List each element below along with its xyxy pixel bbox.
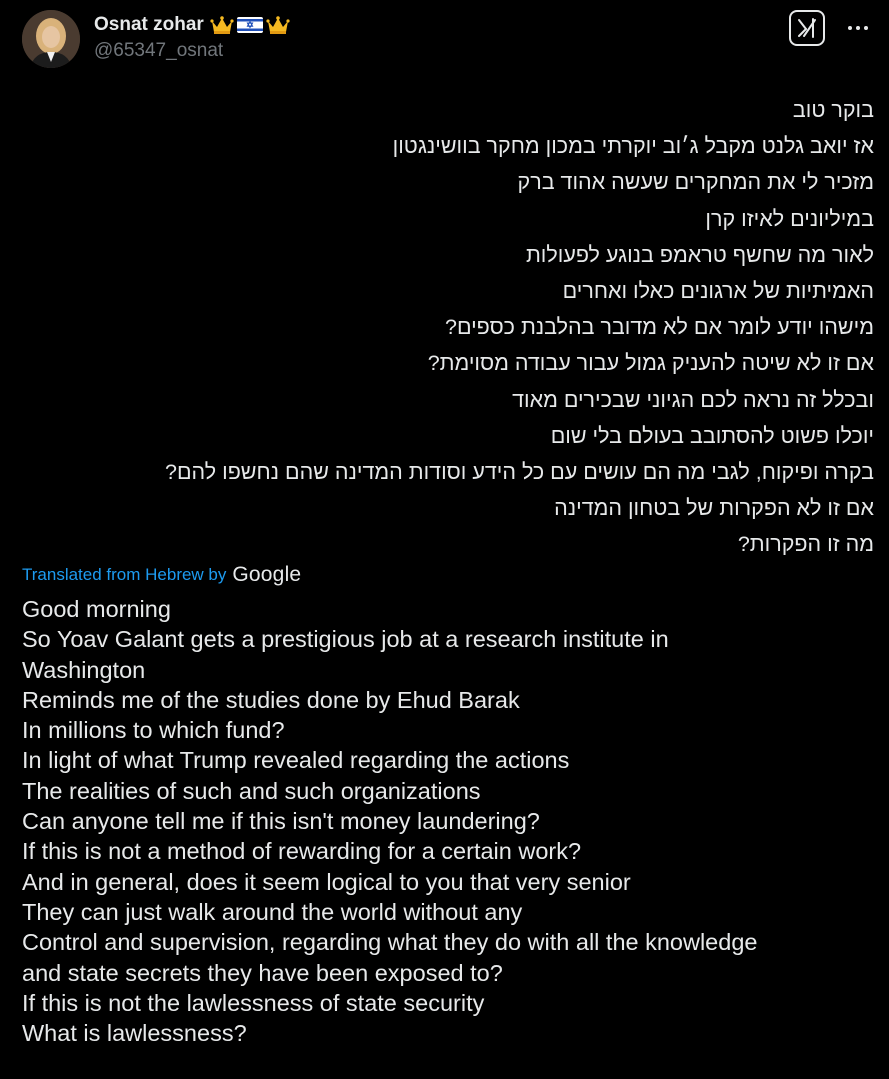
more-options-button[interactable]	[844, 14, 872, 42]
original-text-line: ובכלל זה נראה לכם הגיוני שבכירים מאוד	[512, 387, 874, 412]
grok-button[interactable]	[789, 10, 825, 46]
original-text-line: יוכלו פשוט להסתובב בעולם בלי שום	[550, 423, 874, 448]
translated-text-line: In millions to which fund?	[22, 717, 285, 744]
translated-text-line: They can just walk around the world without any	[22, 898, 523, 925]
display-name[interactable]: Osnat zohar	[94, 14, 204, 35]
original-text-line: האמיתיות של ארגונים כאלו ואחרים	[562, 279, 874, 304]
translated-text-line: Washington	[22, 656, 146, 683]
post-translated-text	[22, 594, 872, 1048]
grok-icon	[796, 17, 818, 39]
original-text-line: בקרה ופיקוח, לגבי מה הם עושים עם כל הידע וסודות המדינה שהם נחשפו להם?	[165, 460, 874, 485]
translated-text-line: and state secrets they have been exposed to?	[22, 959, 503, 986]
translated-text-line: And in general, does it seem logical to you that very senior	[22, 868, 631, 895]
translated-text-line: If this is not a method of rewarding for a certain work?	[22, 838, 582, 865]
translated-text-line: If this is not the lawlessness of state security	[22, 989, 485, 1016]
translated-text-line: In light of what Trump revealed regarding the actions	[22, 747, 570, 774]
avatar-image	[22, 10, 80, 68]
crown-emoji-icon	[210, 15, 234, 35]
translated-text-line: Good morning	[22, 596, 171, 622]
avatar[interactable]	[22, 10, 80, 68]
original-text-line: במיליונים לאיזו קרן	[705, 206, 874, 231]
translated-text-line: The realities of such and such organizations	[22, 777, 481, 804]
original-text-line: אם זו לא הפקרות של בטחון המדינה	[554, 496, 874, 521]
post-original-text	[22, 92, 874, 563]
more-dots-icon	[846, 24, 870, 32]
translated-from-link[interactable]: Translated from Hebrew by	[22, 565, 227, 584]
translation-attribution	[22, 560, 301, 590]
original-text-line: מזכיר לי את המחקרים שעשה אהוד ברק	[517, 170, 874, 195]
translated-text-line: What is lawlessness?	[22, 1020, 247, 1047]
crown-emoji-icon	[266, 15, 290, 35]
original-text-line: לאור מה שחשף טראמפ בנוגע לפעולות	[525, 242, 874, 267]
translated-text-line: So Yoav Galant gets a prestigious job at a research institute in	[22, 626, 669, 653]
original-text-line: בוקר טוב	[792, 98, 874, 122]
israel-flag-emoji-icon	[236, 15, 264, 35]
post-header	[22, 10, 872, 70]
translated-text-line: Control and supervision, regarding what they do with all the knowledge	[22, 929, 758, 956]
original-text-line: אז יואב גלנט מקבל ג׳וב יוקרתי במכון מחקר בוושינגטון	[392, 134, 874, 159]
original-text-line: אם זו לא שיטה להעניק גמול עבור עבודה מסוימת?	[427, 351, 874, 376]
original-text-line: מישהו יודע לומר אם לא מדובר בהלבנת כספים?	[444, 315, 874, 340]
name-emojis	[210, 15, 290, 35]
translated-text-line: Reminds me of the studies done by Ehud Barak	[22, 686, 520, 713]
user-info	[94, 12, 290, 62]
original-text-line: מה זו הפקרות?	[737, 532, 874, 557]
display-name-row	[94, 12, 290, 38]
google-logo: Google	[232, 563, 302, 586]
user-handle[interactable]: @65347_osnat	[94, 40, 224, 61]
translated-text-line: Can anyone tell me if this isn't money laundering?	[22, 808, 540, 835]
